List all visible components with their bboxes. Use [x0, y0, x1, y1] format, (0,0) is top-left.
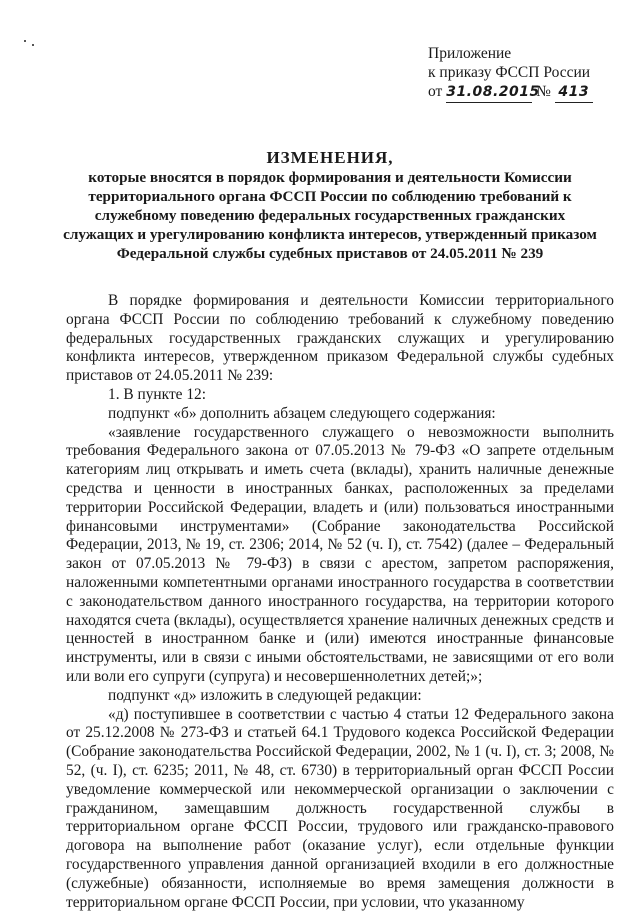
paragraph-subitem-d: подпункт «д» изложить в следующей редакции:: [108, 686, 422, 704]
scan-speck: [24, 40, 26, 42]
appendix-order-ref: к приказу ФССП России: [428, 64, 591, 81]
handwritten-number: 413: [555, 83, 593, 103]
appendix-from-prefix: от: [428, 83, 443, 100]
paragraph-intro: В порядке формирования и деятельности Комиссии территориального органа ФССП России по соблюдению требований к служебному поведению федеральных государственных гражданских служащих и урегулированию конфликта интересов, утвержденном приказом Федеральной службы судебных приставов от 24.05.2011 № 239:: [66, 292, 614, 385]
paragraph-subitem-b: подпункт «б» дополнить абзацем следующего содержания:: [108, 404, 496, 422]
appendix-block: [428, 44, 628, 103]
document-title: ИЗМЕНЕНИЯ,: [266, 148, 394, 167]
appendix-date-line: [428, 82, 628, 103]
appendix-number-prefix: №: [536, 83, 551, 100]
document-subtitle: которые вносятся в порядок формирования и деятельности Комиссии территориального органа ФССП России по соблюдению требований к служебному поведению федеральных государственных гражданских служащих и урегулированию конфликта интересов, утвержденный приказом Федеральной службы судебных приставов от 24.05.2011 № 239: [63, 169, 597, 262]
paragraph-quote-b: «заявление государственного служащего о невозможности выполнить требования Федерального закона от 07.05.2013 № 79-ФЗ «О запрете отдельным категориям лиц открывать и иметь счета (вклады), хранить наличные денежные средства и ценности в иностранных банках, расположенных за пределами территории Российской Федерации, владеть и (или) пользоваться иностранными финансовыми инструментами» (Собрание законодательства Российской Федерации, 2013, № 19, ст. 2306; 2014, № 52 (ч. I), ст. 7542) (далее – Федеральный закон от 07.05.2013 № 79-ФЗ) в связи с арестом, запретом распоряжения, наложенными компетентными органами иностранного государства в соответствии с законодательством данного иностранного государства, на территории которого находятся счета (вклады), осуществляется хранение наличных денежных средств и ценностей в иностранном банке и (или) имеются иностранные финансовые инструменты, или в связи с иными обстоятельствами, не зависящими от его воли или воли его супруги (супруга) и несовершеннолетних детей;»;: [66, 423, 614, 685]
paragraph-quote-d: «д) поступившее в соответствии с частью 4 статьи 12 Федерального закона от 25.12.2008 № 273-ФЗ и статьей 64.1 Трудового кодекса Российской Федерации (Собрание законодательства Российской Федерации, 2002, № 1 (ч. I), ст. 3; 2008, № 52, (ч. I), ст. 6235; 2011, № 48, ст. 6730) в территориальный орган ФССП России уведомление коммерческой или некоммерческой организации о заключении с гражданином, замещавшим должность государственной службы в территориальном органе ФССП России, трудового или гражданско-правового договора на выполнение работ (оказание услуг), если отдельные функции государственного управления данной организацией входили в его должностные (служебные) обязанности, исполняемые во время замещения должности в территориальном органе ФССП России, при условии, что указанному: [66, 705, 614, 911]
paragraph-item-1: 1. В пункте 12:: [108, 385, 207, 403]
appendix-label: Приложение: [428, 45, 512, 62]
scan-speck: [32, 44, 34, 46]
document-body: [66, 292, 614, 912]
handwritten-date: 31.08.2015: [446, 83, 532, 103]
